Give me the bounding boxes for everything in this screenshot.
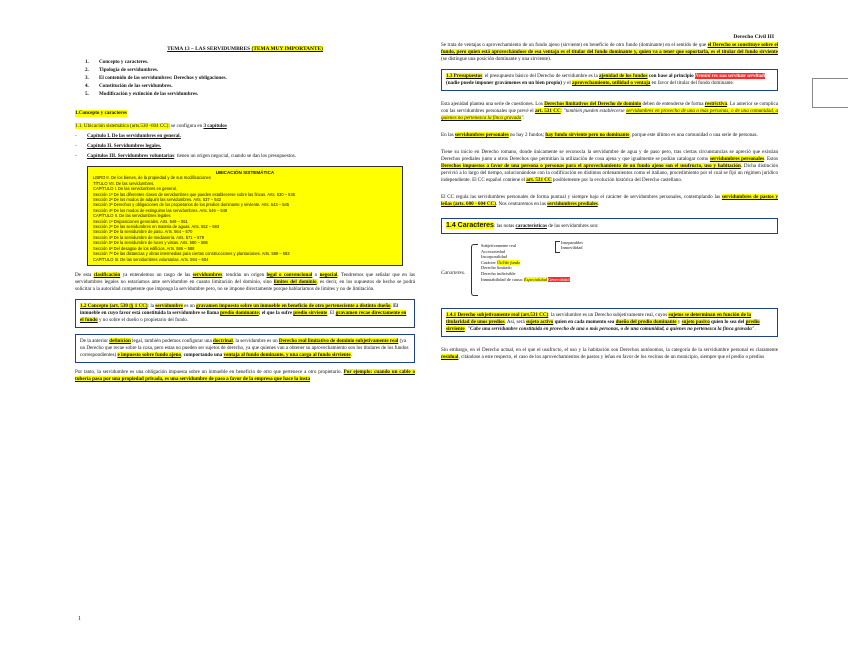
text-run: Por tanto, la servidumbre es una obligación impuesta sobre un inmueble en beneficio de otro que pertenece a otro propietario. — [75, 368, 344, 375]
text-run: , — [181, 351, 184, 358]
presupuestos-box — [441, 69, 778, 91]
text-run: servidumbres personales — [709, 156, 765, 162]
text-run: Tiene su inicio en Derecho romano, donde únicamente se reconocía la servidumbre de agua y de paso pero, tras ciertas circunstancias se apreció que existían Derechos prediales junto a otros Derechos que permitían la utilización de cosa ajena y que igualmente se podían catalogar como — [441, 149, 778, 162]
text-run: Derecho real limitativo de dominio subjetivamente real — [278, 337, 399, 344]
bullet-dash: - — [75, 153, 77, 159]
paragraph — [75, 272, 415, 293]
text-run: , citándose a este respecto, el caso de los aprovechamientos de pastos y leñas en favor de los vecinos de un municipio, siempre que el predio o predios — [458, 354, 765, 360]
running-header: Derecho Civil III — [733, 34, 774, 40]
presupuestos-text — [446, 73, 765, 86]
toc-number: 3. — [85, 75, 89, 81]
text-run: . Así, será — [504, 319, 527, 325]
text-run: legal o convencional — [266, 271, 313, 278]
toc-item — [85, 59, 415, 66]
doctrinal-text — [80, 338, 408, 358]
text-run: Derecho indivisible — [481, 270, 516, 276]
text-run: De esta — [75, 271, 94, 278]
text-run: con base al principio — [647, 73, 695, 79]
text-run: negocial — [319, 271, 338, 278]
section-1-heading: 1.Concepto y caracteres — [75, 110, 127, 116]
text-run: : tendrán un origen — [222, 271, 267, 278]
text-run: o — [312, 271, 320, 278]
text-run: definición — [109, 337, 131, 344]
chapter-item — [75, 143, 415, 150]
text-run: el Derecho se constituye sobre el fundo, pero quien está aprovechándose de esa ventaja es el titular del fundo dominante y, quien va a tener que soportarla, es el titular del fundo sirviente — [441, 42, 778, 55]
toc-item — [85, 75, 415, 82]
text-run: no hay 2 fundos; — [508, 132, 546, 138]
text-run: sujeto activo — [526, 319, 554, 325]
text-run: gravamen recae directamente en el fundo — [80, 309, 407, 323]
text-run: : la servidumbre es un Derecho subjetivamente real, cuyos — [548, 312, 669, 318]
doctrinal-definition-box — [75, 334, 415, 363]
caracteres-label: Caracteres. — [441, 270, 466, 276]
toc-number: 5. — [85, 91, 89, 97]
text-run: Sin embargo, en el Derecho actual, en el que el usufructo, el uso y la habitación son Derechos autónomos, la categoría de la servidumbre personal es claramente — [441, 347, 778, 353]
caracteres-sublist — [561, 240, 583, 251]
text-run: . Dicha distinción pervivió a lo largo del tiempo, solucionándose con la codificación en distintos ordenamientos como el italiano, procedimiento por el cual se fijó un régimen jurídico independiente. El CC español contiene el — [441, 163, 778, 183]
text-run: predio sirviente — [446, 319, 760, 332]
text-run: en favor del titular del fundo dominante. — [650, 80, 735, 86]
bullet-dash: - — [75, 143, 77, 149]
text-run: residual — [441, 354, 459, 360]
text-run: ya entendemos un rasgo de las — [120, 271, 193, 278]
text-run: (nadie puede imponer gravámenes en un bien propio) — [446, 80, 562, 86]
paragraph — [441, 101, 778, 122]
systematic-location-line: CAPÍTULO III. De las servidumbres voluntarias. Arts. 594 – 604 — [93, 256, 209, 262]
text-run: y — [676, 319, 682, 325]
caracteres-intro-end: de las servidumbres son: — [546, 223, 599, 229]
systematic-location-line: Sección 1ª Disposiciones generales. Arts. 549 – 551 — [93, 218, 188, 224]
text-run: ; el que la sufre — [258, 309, 294, 316]
text-run: deben de entenderse de forma — [641, 101, 705, 107]
caracteres-intro-underlined: características — [515, 223, 547, 229]
systematic-location-line: Sección 1ª De las diferentes clases de servidumbres que pueden establecerse sobre las fincas. Arts. 530 – 536 — [93, 191, 295, 197]
chapter-list — [75, 133, 415, 160]
text-run: Por ejemplo: cuando un cable o tubería pasa por una propiedad privada, es una servidumbre de paso a favor de la empresa que hace la insta — [75, 368, 416, 382]
subjetivamente-real-box — [441, 308, 778, 337]
text-run: . Tendremos que señalar que en las servidumbres legales no estaríamos ante servidumbre en cuanto limitación del dominio, sino — [75, 271, 415, 285]
text-run: es un — [182, 302, 197, 309]
text-run: predio dominante — [220, 309, 259, 316]
text-run: Derechos impuestos a favor de una persona o personas para el aprovechamiento de un fundo ajeno son el usufructo, uso y habitación — [441, 163, 741, 169]
text-run: e impuesto sobre fundo ajeno — [117, 351, 182, 358]
text-run: Generalidad — [548, 276, 570, 282]
toc-text: Constitución de las servidumbres. — [99, 83, 173, 89]
text-run: . — [464, 326, 468, 332]
toc-item — [85, 67, 415, 74]
text-run: servidumbres — [192, 271, 223, 278]
concept-text — [80, 303, 406, 323]
title-text: TEMA 13 – LAS SERVIDUMBRES — [167, 46, 251, 52]
caracteres-diagram — [441, 240, 778, 302]
systematic-location-line: CAPÍTULO I. De las servidumbres en general. — [93, 186, 177, 192]
paragraph — [441, 149, 778, 184]
text-run: servidumbres personales — [454, 132, 509, 138]
sub-brace — [555, 241, 560, 253]
text-run: (se distingue una posición dominante y una sirviente). — [441, 56, 552, 62]
section-1-1-chapters: 3 capítulos — [203, 123, 227, 129]
toc-number: 2. — [85, 67, 89, 73]
text-run: , la servidumbre es un — [232, 337, 279, 344]
text-run: 1.3 Presupuestos — [446, 73, 483, 79]
text-run: . — [597, 201, 600, 207]
chapter-item — [75, 153, 415, 160]
systematic-location-line: Sección 5ª De la servidumbre de luces y vistas. Arts. 580 – 585 — [93, 240, 208, 246]
systematic-location-line: Sección 7ª De las distancias y obras intermedias para ciertas construcciones y plantaciones. Arts. 589 – 593 — [93, 251, 290, 257]
section-1-1 — [75, 123, 415, 130]
text-run: predio sirviente — [293, 309, 328, 316]
chapter-name: Capítulo II. Servidumbres legales. — [87, 143, 162, 149]
text-run: Nemini res sua servitute servitudi — [694, 73, 766, 79]
text-run: legal, también podemos configurar una — [130, 337, 213, 344]
text-run: art. 531 CC — [526, 177, 552, 183]
caracteres-heading: 1.4 Caracteres — [446, 222, 494, 229]
text-run: . — [390, 302, 394, 309]
text-run: 1.2 Concepto (art. 530 (§ 1 CC) — [80, 302, 148, 309]
right-column — [441, 40, 778, 365]
systematic-location-line: Sección 2ª De las servidumbres en materia de aguas. Arts. 552 – 593 — [93, 224, 220, 230]
text-run: . Lo anterior se complica con las servidumbres personales que prevé el — [441, 101, 779, 114]
text-run: sujeto pasivo — [681, 319, 710, 325]
text-run: quien en cada momento sea — [553, 319, 616, 325]
text-run: ventaja al fundo dominante, y una carga al fundo sirviente — [223, 351, 351, 358]
text-run: Se trata de ventajas o aprovechamiento de un fundo ajeno (sirviente) en beneficio de otro fundo (dominante) en el sentido de que — [441, 42, 708, 48]
text-run: : la — [147, 302, 156, 309]
text-run: El inmueble en cuyo favor está constituida la servidumbre se llama — [80, 302, 398, 316]
toc-number: 4. — [85, 83, 89, 89]
systematic-location-box — [87, 166, 403, 266]
paragraph — [441, 347, 778, 361]
concept-box — [75, 299, 415, 328]
caracter-item — [481, 277, 570, 283]
text-run: . Estos — [764, 156, 778, 162]
paragraph — [75, 369, 415, 383]
toc-item — [85, 91, 415, 98]
text-run: hay fundo sirviente pero no dominante — [545, 132, 630, 138]
brace — [471, 244, 478, 296]
text-run: : el presupuesto básico del Derecho de servidumbre es la — [482, 73, 599, 79]
systematic-location-line: Sección 6ª Del desagüe de los edificios. Arts. 586 – 588 — [93, 245, 195, 251]
systematic-location-line: Sección 3ª Derechos y obligaciones de los propietarios de los predios dominante y sirviente. Arts. 543 – 545 — [93, 202, 290, 208]
bullet-dash: - — [75, 133, 77, 139]
chapter-item — [75, 133, 415, 140]
text-run: sujetos se determinan en función de la titularidad de unos predios — [446, 312, 752, 325]
text-run: servidumbres prediales — [547, 201, 598, 207]
text-run: posiblemente por la evolución histórica del Derecho castellano. — [551, 177, 683, 183]
text-run: quien lo sea del — [709, 319, 746, 325]
text-run: ". — [521, 115, 525, 121]
title-highlight: (TEMA MUY IMPORTANTE) — [251, 46, 323, 52]
toc-text: El contenido de las servidumbres: Derechos y obligaciones. — [99, 75, 227, 81]
systematic-location-line: TÍTULO VII. De las servidumbres. — [93, 180, 155, 186]
text-run: Útil/de fundo — [496, 259, 521, 265]
margin-box — [812, 78, 848, 108]
text-run: Derecho limitado — [481, 265, 512, 271]
chapter-name: Capítulos III. Servidumbres voluntarias — [87, 153, 175, 159]
systematic-location-title: UBICACIÓN SISTEMÁTICA — [215, 170, 275, 175]
paragraph — [441, 194, 778, 208]
toc-item — [85, 83, 415, 90]
text-run: y el — [562, 80, 573, 86]
text-run: clasificación — [93, 271, 121, 278]
text-run: De la anterior — [80, 337, 110, 344]
text-run: doctrinal — [212, 337, 233, 344]
caracter-subitem: Inmovilidad — [561, 245, 583, 251]
text-run: Inmutabilidad de causa: — [481, 276, 525, 282]
text-run: El CC regula las servidumbres personales de forma puntual y siempre bajo el carácter de servidumbres personales, contemplando las — [441, 194, 722, 200]
text-run: gravamen impuesto sobre un inmueble en beneficio de otro perteneciente a distinto dueño — [196, 302, 391, 309]
text-run: 1.4.1 Derecho subjetivamente real (art.531 CC) — [446, 312, 549, 318]
systematic-location-line: Sección 4ª De la servidumbre de medianería. Arts. 571 – 579 — [93, 234, 204, 240]
text-run: Derechos limitativos del Derecho de dominio — [544, 101, 642, 107]
systematic-location-line: CAPÍTULO II. De las servidumbres legales — [93, 213, 171, 219]
caracteres-heading-box — [441, 218, 778, 234]
text-run: . Nos centraremos en las — [495, 201, 548, 207]
text-run: Accesoriedad — [481, 248, 505, 254]
text-run: y no sobre el dueño o propietario del fundo. — [97, 316, 189, 323]
text-run: "Cabe una servidumbre constituida en provecho de una o más personas, o de una comunidad, a quienes no pertenezca la finca gravada" — [467, 326, 755, 332]
systematic-location-line: Sección 4ª De los modos de extinguirse las servidumbres. Arts. 546 – 548 — [93, 207, 228, 213]
caracteres-intro: : las notas — [493, 223, 516, 229]
chapter-description: : tienen un origen negocial, cuando se dan los presupuestos. — [174, 153, 296, 159]
text-run: , porque este último es una comunidad o una serie de personas. — [629, 132, 758, 138]
paragraph — [441, 132, 778, 139]
systematic-location-line: Sección 3ª De la servidumbre de paso. Arts. 564 – 570 — [93, 229, 193, 235]
systematic-location-line: Sección 2ª De los modos de adquirir las servidumbres. Arts. 537 – 542 — [93, 197, 222, 203]
text-run: Carácter — [481, 259, 497, 265]
toc-text: Modificación y extinción de las servidumbres. — [99, 91, 199, 97]
text-run: dueño del predio dominante — [615, 319, 677, 325]
text-run: restrictiva — [704, 101, 728, 107]
table-of-contents — [75, 59, 415, 98]
section-1-1-text: se configura en — [169, 123, 204, 129]
systematic-location-line: LIBRO II. De los bienes, de la propiedad y de sus modificaciones — [93, 175, 211, 181]
caracter-subitem: Inseparables — [561, 240, 583, 245]
text-run: : — [560, 108, 564, 114]
document-title — [75, 46, 415, 53]
subjetivamente-real-text — [446, 312, 760, 332]
text-run: En las — [441, 132, 455, 138]
toc-text: Tipología de servidumbres. — [99, 67, 159, 73]
text-run: Subjetivamente real — [481, 243, 516, 248]
text-run: (ya un Derecho que recae sobre la cosa, pero estas no pueden ser sujetos de derecho, ya que quienes van a obtener su aprovechamiento son los titulares de los fundos correspondientes) — [80, 337, 409, 358]
text-run: "también pueden establecerse — [563, 108, 627, 114]
paragraph — [441, 42, 778, 63]
text-run: Especialidad — [524, 276, 547, 282]
page-number: 1 — [78, 616, 81, 622]
toc-number: 1. — [85, 59, 89, 65]
text-run: , es decir, en los supuestos de hecho se podrá solicitar a la autoridad competente que imponga la servidumbre pero, no se impone directamente porque hablaríamos de límites y no de limitación. — [75, 278, 415, 292]
chapter-name: Capítulo I. De las servidumbres en general. — [87, 133, 181, 139]
systematic-location-lines — [93, 175, 397, 262]
text-run: servidumbre — [155, 302, 183, 309]
text-run: servidumbres en provecho de una o más personas, o de una comunidad, a quienes no pertenezca la finca gravada — [441, 108, 778, 121]
text-run: . — [754, 326, 756, 332]
text-run: Incorporalidad — [481, 254, 507, 260]
text-run: . El — [327, 309, 336, 316]
toc-text: Concepto y caracteres. — [99, 59, 149, 65]
text-run: ajenidad de los fundos — [598, 73, 648, 79]
text-run: aprovechamiento, utilidad o ventaja — [572, 80, 651, 86]
section-1-1-heading: 1.1. Ubicación sistemática (arts.530 -604 CC): — [75, 123, 170, 129]
left-column — [75, 40, 415, 387]
text-run: servidumbres de pastos y leñas (arts. 600 - 604 CC) — [441, 194, 778, 207]
text-run: comportando una — [183, 351, 224, 358]
text-run: . — [350, 351, 352, 358]
text-run: Esta ajenidad plantea una serie de cuestiones. Los — [441, 101, 545, 107]
text-run: art. 531 CC — [535, 108, 561, 114]
text-run: límites del dominio — [273, 278, 317, 285]
